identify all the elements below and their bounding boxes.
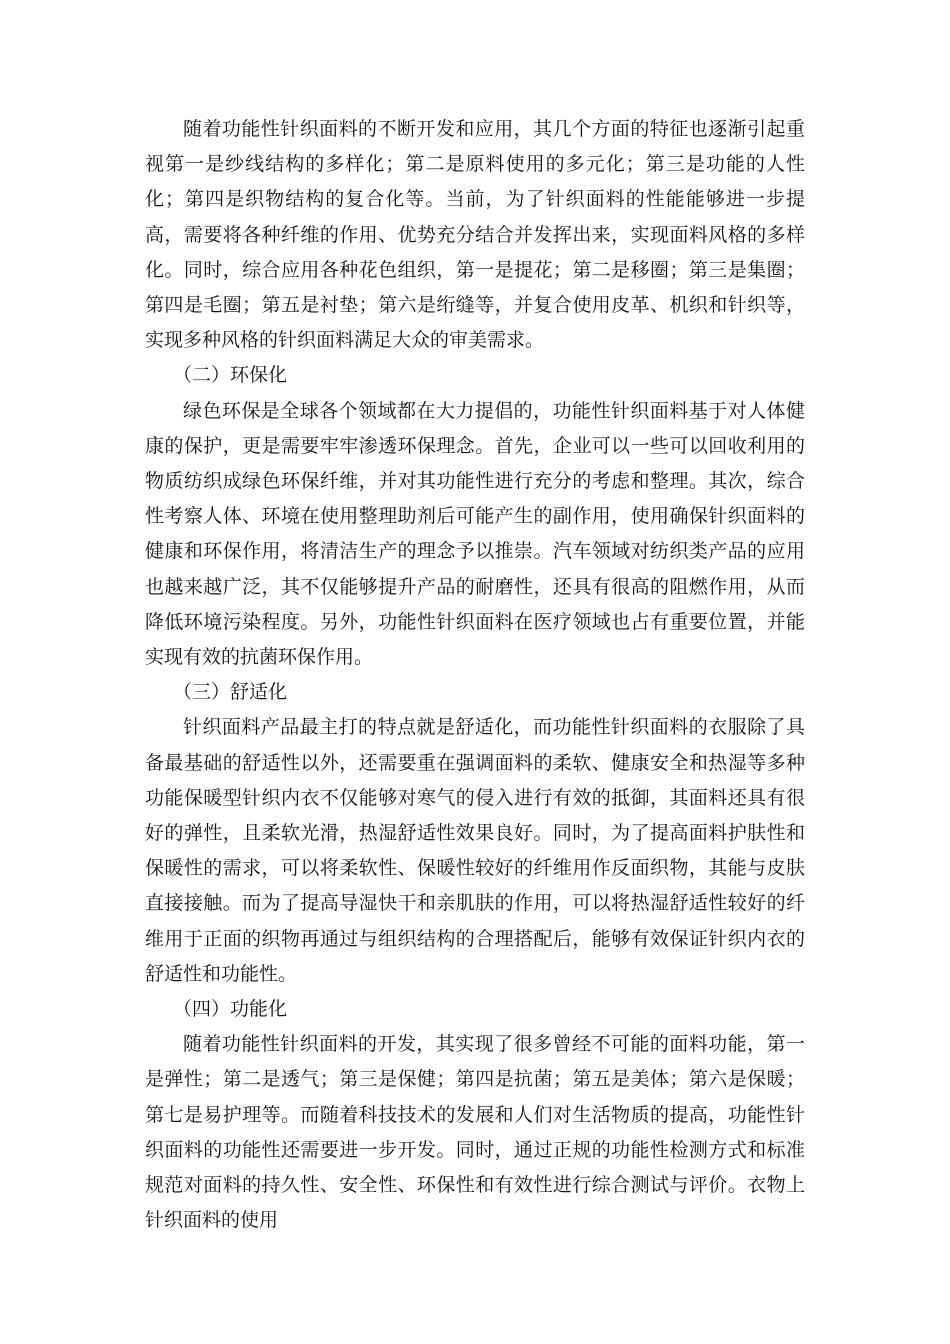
paragraph-comfort: 针织面料产品最主打的特点就是舒适化，而功能性针织面料的衣服除了具备最基础的舒适性以外，还需要重在强调面料的柔软、健康安全和热湿等多种功能保暖型针织内衣不仅能够对寒气的侵入进行有效的抵御，其面料还具有很好的弹性，且柔软光滑，热湿舒适性效果良好。同时，为了提高面料护肤性和保暖性的需求，可以将柔软性、保暖性较好的纤维用作反面织物，其能与皮肤直接接触。而为了提高导湿快干和亲肌肤的作用，可以将热湿舒适性较好的纤维用于正面的织物再通过与组织结构的合理搭配后，能够有效保证针织内衣的舒适性和功能性。: [145, 716, 805, 985]
section-heading-function: （四）功能化: [173, 998, 288, 1021]
section-heading-eco: （二）环保化: [173, 364, 288, 387]
paragraph-eco: 绿色环保是全球各个领域都在大力提倡的，功能性针织面料基于对人体健康的保护，更是需要牢牢渗透环保理念。首先，企业可以一些可以回收利用的物质纺织成绿色环保纤维，并对其功能性进行充分的考虑和整理。其次，综合性考察人体、环境在使用整理助剂后可能产生的副作用，使用确保针织面料的健康和环保作用，将清洁生产的理念予以推崇。汽车领域对纺织类产品的应用也越来越广泛，其不仅能够提升产品的耐磨性，还具有很高的阻燃作用，从而降低环境污染程度。另外，功能性针织面料在医疗领域也占有重要位置，并能实现有效的抗菌环保作用。: [145, 399, 805, 669]
paragraph-features: 随着功能性针织面料的不断开发和应用，其几个方面的特征也逐渐引起重视第一是纱线结构的多样化；第二是原料使用的多元化；第三是功能的人性化；第四是织物结构的复合化等。当前，为了针织面料的性能能够进一步提高，需要将各种纤维的作用、优势充分结合并发挥出来，实现面料风格的多样化。同时，综合应用各种花色组织，第一是提花；第二是移圈；第三是集圈；第四是毛圈；第五是衬垫；第六是绗缝等，并复合使用皮革、机织和针织等，实现多种风格的针织面料满足大众的审美需求。: [145, 118, 805, 352]
paragraph-function: 随着功能性针织面料的开发，其实现了很多曾经不可能的面料功能，第一是弹性；第二是透气；第三是保健；第四是抗菌；第五是美体；第六是保暖；第七是易护理等。而随着科技技术的发展和人们对生活物质的提高，功能性针织面料的功能性还需要进一步开发。同时，通过正规的功能性检测方式和标准规范对面料的持久性、安全性、环保性和有效性进行综合测试与评价。衣物上针织面料的使用: [145, 1033, 805, 1232]
section-heading-comfort: （三）舒适化: [173, 681, 288, 704]
document-page: [145, 112, 805, 1239]
